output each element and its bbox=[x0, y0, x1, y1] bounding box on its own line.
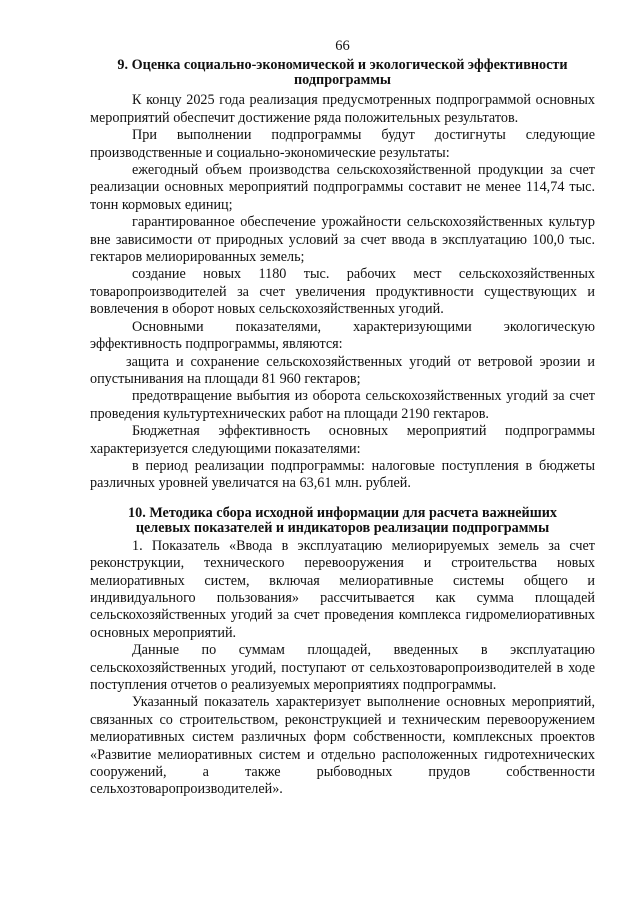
section-10-body bbox=[90, 538, 595, 799]
section-9-title-line-1: 9. Оценка социально-экономической и экологической эффективности bbox=[117, 57, 568, 74]
paragraph: создание новых 1180 тыс. рабочих мест сельскохозяйственных товаропроизводителей за счет увеличения продуктивности существующих и вовлечения в оборот новых сельскохозяйственных угодий. bbox=[90, 266, 595, 318]
section-10-heading bbox=[90, 506, 595, 536]
paragraph: гарантированное обеспечение урожайности сельскохозяйственных культур вне зависимости от природных условий за счет ввода в эксплуатацию 100,0 тыс. гектаров мелиорированных земель; bbox=[90, 214, 595, 266]
document-page bbox=[90, 38, 595, 799]
paragraph: Основными показателями, характеризующими экологическую эффективность подпрограммы, являются: bbox=[90, 318, 595, 353]
section-9-heading bbox=[90, 58, 595, 88]
paragraph: защита и сохранение сельскохозяйственных угодий от ветровой эрозии и опустынивания на площади 81 960 гектаров; bbox=[90, 353, 595, 387]
paragraph: Бюджетная эффективность основных мероприятий подпрограммы характеризуется следующими показателями: bbox=[90, 423, 595, 457]
paragraph: в период реализации подпрограммы: налоговые поступления в бюджеты различных уровней увеличатся на 63,61 млн. рублей. bbox=[90, 457, 595, 492]
paragraph: ежегодный объем производства сельскохозяйственной продукции за счет реализации основных мероприятий подпрограммы составит не менее 114,74 тыс. тонн кормовых единиц; bbox=[90, 162, 595, 213]
paragraph: При выполнении подпрограммы будут достигнуты следующие производственные и социально-экономические результаты: bbox=[90, 127, 595, 161]
section-10-title-line-2: целевых показателей и индикаторов реализации подпрограммы bbox=[135, 519, 550, 536]
section-9-title-line-2: подпрограммы bbox=[293, 72, 392, 89]
page-number: 66 bbox=[335, 38, 350, 54]
paragraph: К концу 2025 года реализация предусмотренных подпрограммой основных мероприятий обеспечит достижение ряда положительных результатов. bbox=[90, 92, 595, 126]
section-10-title-line-1: 10. Методика сбора исходной информации для расчета важнейших bbox=[128, 504, 557, 521]
paragraph: предотвращение выбытия из оборота сельскохозяйственных угодий за счет проведения культуртехнических работ на площади 2190 гектаров. bbox=[90, 388, 595, 422]
paragraph: Данные по суммам площадей, введенных в эксплуатацию сельскохозяйственных угодий, поступают от сельхозтоваропроизводителей в ходе поступления отчетов о реализуемых мероприятиях подпрограммы. bbox=[90, 642, 595, 693]
paragraph: 1. Показатель «Ввода в эксплуатацию мелиорируемых земель за счет реконструкции, технического перевооружения и строительства новых мелиоративных систем, включая мелиоративные системы общего и индивидуального пользования» рассчитывается как сумма площадей сельскохозяйственных угодий за счет проведения комплекса гидромелиоративных основных мероприятий. bbox=[90, 537, 595, 641]
paragraph: Указанный показатель характеризует выполнение основных мероприятий, связанных со строительством, реконструкцией и техническим перевооружением мелиоративных систем различных форм собственности, комплексных проектов «Развитие мелиоративных систем и отдельно расположенных гидротехнических сооружений, а также рыбоводных прудов собственности сельхозтоваропроизводителей». bbox=[90, 694, 595, 798]
section-9-body bbox=[90, 92, 595, 492]
